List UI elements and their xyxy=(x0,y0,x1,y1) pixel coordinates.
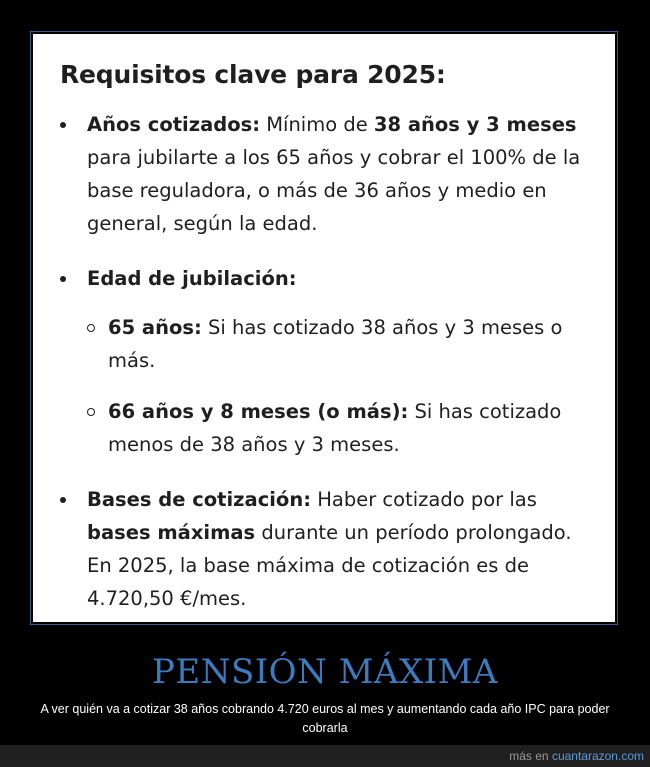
site-footer xyxy=(0,745,650,767)
requirements-list xyxy=(58,108,595,615)
item-text: para jubilarte a los 65 años y cobrar el 100% de la base reguladora, o más de 36 años y medio en general, según la edad. xyxy=(87,146,581,235)
item-label: Edad de jubilación: xyxy=(87,267,297,290)
item-text: Mínimo de xyxy=(260,113,374,136)
sub-item-label: 65 años: xyxy=(108,316,202,339)
item-bold-text: 38 años y 3 meses xyxy=(373,113,577,136)
item-label: Años cotizados: xyxy=(87,113,260,136)
post-caption: A ver quién va a cotizar 38 años cobrando 4.720 euros al mes y aumentando cada año IPC para poder cobrarla xyxy=(40,702,610,735)
sub-item-text: Si has cotizado 38 años y 3 meses o más. xyxy=(108,316,563,372)
card-heading: Requisitos clave para 2025: xyxy=(60,60,446,89)
sublist-item-66 xyxy=(87,395,595,461)
list-item-anos-cotizados xyxy=(58,108,595,240)
post-title: PENSIÓN MÁXIMA xyxy=(152,652,498,692)
sub-item-label: 66 años y 8 meses (o más): xyxy=(108,400,409,423)
item-label: Bases de cotización: xyxy=(87,488,312,511)
list-item-edad-jubilacion xyxy=(58,262,595,461)
site-link[interactable]: cuantarazon.com xyxy=(551,749,644,763)
screenshot-frame xyxy=(30,31,618,625)
list-item-bases-cotizacion xyxy=(58,483,595,615)
footer-prefix: más en xyxy=(509,749,552,763)
sub-item-text: Si has cotizado menos de 38 años y 3 meses. xyxy=(108,400,562,456)
requirements-card xyxy=(33,34,615,622)
sublist-item-65 xyxy=(87,311,595,377)
item-text: Haber cotizado por las xyxy=(311,488,537,511)
item-text: durante un período prolongado. En 2025, la base máxima de cotización es de 4.720,50 €/mes. xyxy=(87,521,572,610)
age-sublist xyxy=(87,311,595,461)
item-bold-text: bases máximas xyxy=(87,521,256,544)
